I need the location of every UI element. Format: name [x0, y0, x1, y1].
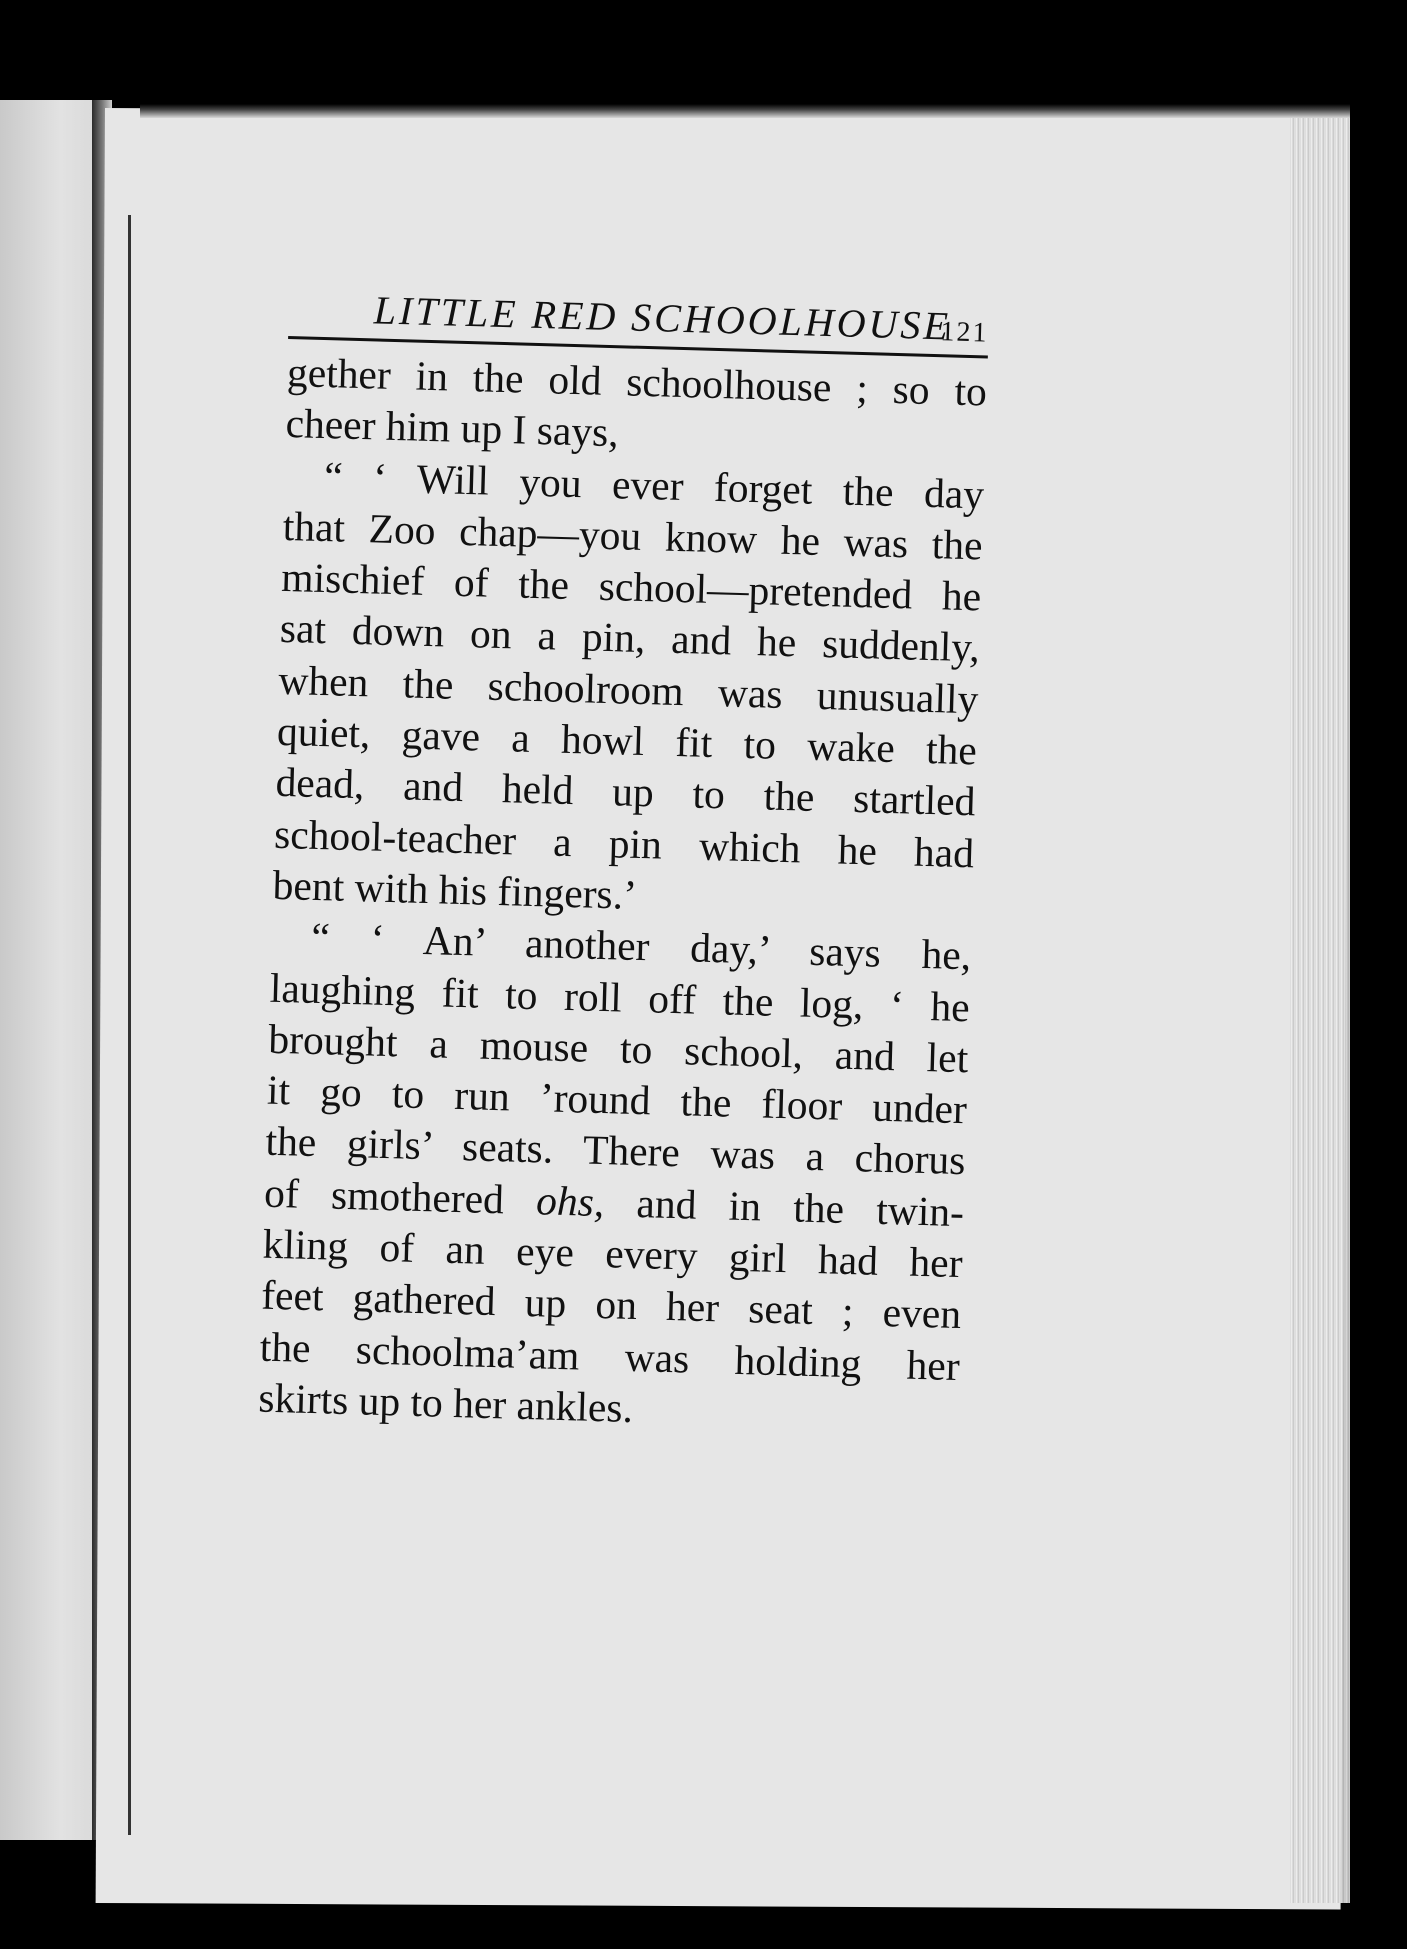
page-text-block	[258, 270, 990, 1443]
text-line: kling of an eye every girl had her	[262, 1220, 964, 1287]
text-line: quiet, gave a howl fit to wake the	[276, 707, 978, 774]
running-title: LITTLE RED SCHOOLHOUSE	[373, 287, 952, 349]
text-line: bent with his fingers.’	[272, 861, 638, 918]
text-line: sat down on a pin, and he suddenly,	[279, 605, 981, 671]
text-line: laughing fit to roll off the log, ‘ he	[269, 964, 971, 1030]
italic-word: ohs,	[535, 1176, 605, 1225]
text-line: the girls’ seats. There was a chorus	[265, 1118, 967, 1184]
text-line: when the schoolroom was unusually	[277, 656, 979, 723]
text-line: that Zoo chap—you know he was the	[282, 502, 984, 569]
text-line: “ ‘ An’ another day,’ says he,	[310, 914, 972, 979]
text-line: feet gathered up on her seat ; even	[260, 1271, 962, 1338]
text-line: “ ‘ Will you ever forget the day	[323, 452, 985, 518]
gutter-line	[128, 215, 131, 1835]
text-segment: of smothered	[263, 1169, 537, 1223]
text-line: school-teacher a pin which he had	[273, 810, 975, 876]
page-number: 121	[940, 316, 989, 349]
text-line: skirts up to her ankles.	[257, 1374, 634, 1431]
text-line: dead, and held up to the startled	[275, 759, 977, 825]
text-line: the schoolma’am was holding her	[259, 1323, 961, 1389]
page-stack-edge	[1290, 118, 1350, 1903]
text-line: cheer him up I says,	[285, 400, 620, 456]
text-line: brought a mouse to school, and let	[267, 1015, 969, 1082]
text-segment: and in the twin-	[603, 1178, 965, 1235]
left-page-edge	[0, 100, 100, 1840]
text-line: it go to run ’round the floor under	[266, 1066, 968, 1133]
text-line: mischief of the school—pretended he	[280, 554, 982, 620]
text-line: gether in the old schoolhouse ; so to	[286, 348, 988, 415]
page-top-shadow	[140, 104, 1350, 118]
